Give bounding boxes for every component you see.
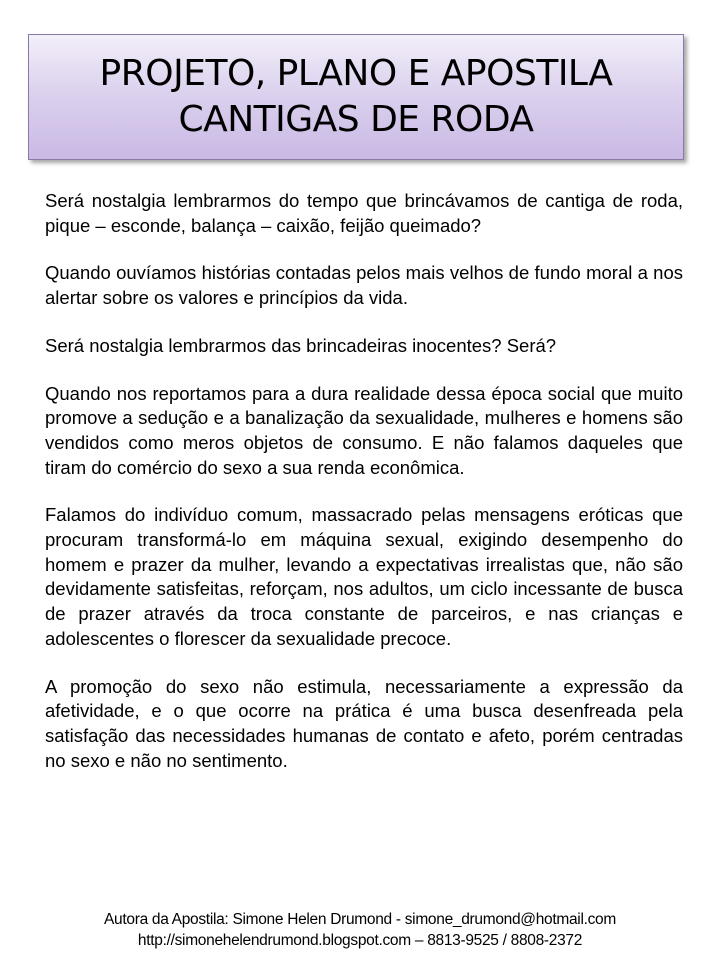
- footer-contact-line: http://simonehelendrumond.blogspot.com – 8813-9525 / 8808-2372: [137, 932, 583, 949]
- title-line-2: CANTIGAS DE RODA: [178, 99, 534, 140]
- paragraph-5: Falamos do indivíduo comum, massacrado pelas mensagens eróticas que procuram transformá-lo em máquina sexual, exigindo desempenho do homem e prazer da mulher, levando a expectativas irrealistas que, não são devidamente satisfeitas, reforçam, nos adultos, um ciclo incessante de busca de prazer através da troca constante de parceiros, e nas crianças e adolescentes o florescer da sexualidade precoce.: [45, 504, 683, 649]
- title-banner: [28, 34, 684, 160]
- paragraph-2: Quando ouvíamos histórias contadas pelos mais velhos de fundo moral a nos alertar sobre os valores e princípios da vida.: [45, 262, 683, 309]
- paragraph-4: Quando nos reportamos para a dura realidade dessa época social que muito promove a sedução e a banalização da sexualidade, mulheres e homens são vendidos como meros objetos de consumo. E não falamos daqueles que tiram do comércio do sexo a sua renda econômica.: [45, 382, 683, 478]
- paragraph-1: Será nostalgia lembrarmos do tempo que brincávamos de cantiga de roda, pique – esconde, balança – caixão, feijão queimado?: [45, 190, 683, 236]
- footer-author-line: Autora da Apostila: Simone Helen Drumond - simone_drumond@hotmail.com: [104, 911, 616, 928]
- paragraph-3: Será nostalgia lembrarmos das brincadeiras inocentes? Será?: [45, 334, 557, 356]
- title-line-1: PROJETO, PLANO E APOSTILA: [99, 53, 613, 94]
- paragraph-6: A promoção do sexo não estimula, necessariamente a expressão da afetividade, e o que ocorre na prática é uma busca desenfreada pela satisfação das necessidades humanas de contato e afeto, porém centradas no sexo e não no sentimento.: [45, 675, 683, 771]
- body-text: [45, 189, 683, 796]
